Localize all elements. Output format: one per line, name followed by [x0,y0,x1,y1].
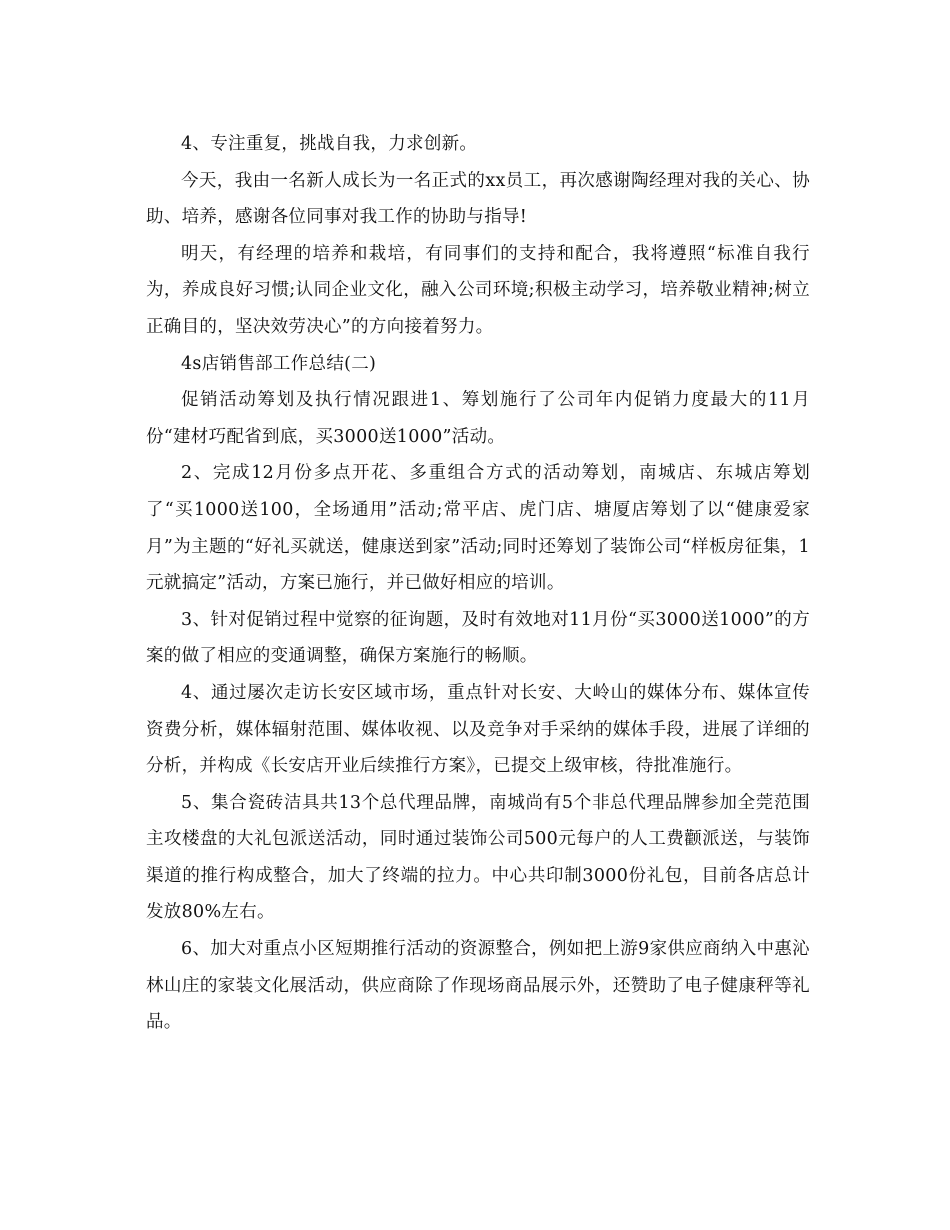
paragraph-promotion-3: 3、针对促销过程中觉察的征询题，及时有效地对11月份“买3000送1000”的方案的做了相应的变通调整，确保方案施行的畅顺。 [146,609,810,667]
paragraph-thanks: 今天，我由一名新人成长为一名正式的xx员工，再次感谢陶经理对我的关心、协助、培养，感谢各位同事对我工作的协助与指导! [146,170,810,228]
section-heading: 4s店销售部工作总结(二) [181,353,377,374]
paragraph-promotion-2: 2、完成12月份多点开花、多重组合方式的活动筹划，南城店、东城店筹划了“买1000送100，全场通用”活动;常平店、虎门店、塘厦店筹划了以“健康爱家月”为主题的“好礼买就送，健康送到家”活动;同时还筹划了装饰公司“样板房征集，1元就搞定”活动，方案已施行，并已做好相应的培训。 [146,463,810,594]
paragraph-promotion-5: 5、集合瓷砖洁具共13个总代理品牌，南城尚有5个非总代理品牌参加全莞范围主攻楼盘的大礼包派送活动，同时通过装饰公司500元每户的人工费颧派送，与装饰渠道的推行构成整合，加大了终端的拉力。中心共印制3000份礼包，目前各店总计发放80%左右。 [146,792,810,923]
paragraph-promotion-4: 4、通过屡次走访长安区域市场，重点针对长安、大岭山的媒体分布、媒体宣传资费分析，媒体辐射范围、媒体收视、以及竞争对手采纳的媒体手段，进展了详细的分析，并构成《长安店开业后续推行方案》，已提交上级审核，待批准施行。 [146,682,810,777]
paragraph-promotion-6: 6、加大对重点小区短期推行活动的资源整合，例如把上游9家供应商纳入中惠沁林山庄的家装文化展活动，供应商除了作现场商品展示外，还赞助了电子健康秤等礼品。 [146,939,810,1033]
paragraph-item-4-focus: 4、专注重复，挑战自我，力求创新。 [181,134,478,154]
paragraph-tomorrow: 明天，有经理的培养和栽培，有同事们的支持和配合，我将遵照“标准自我行为，养成良好习惯;认同企业文化，融入公司环境;积极主动学习，培养敬业精神;树立正确目的，坚决效劳决心”的方向接着努力。 [146,243,810,337]
paragraph-promotion-1: 促销活动筹划及执行情况跟进1、筹划施行了公司年内促销力度最大的11月份“建材巧配省到底，买3000送1000”活动。 [146,390,810,447]
document-body [146,126,810,1041]
